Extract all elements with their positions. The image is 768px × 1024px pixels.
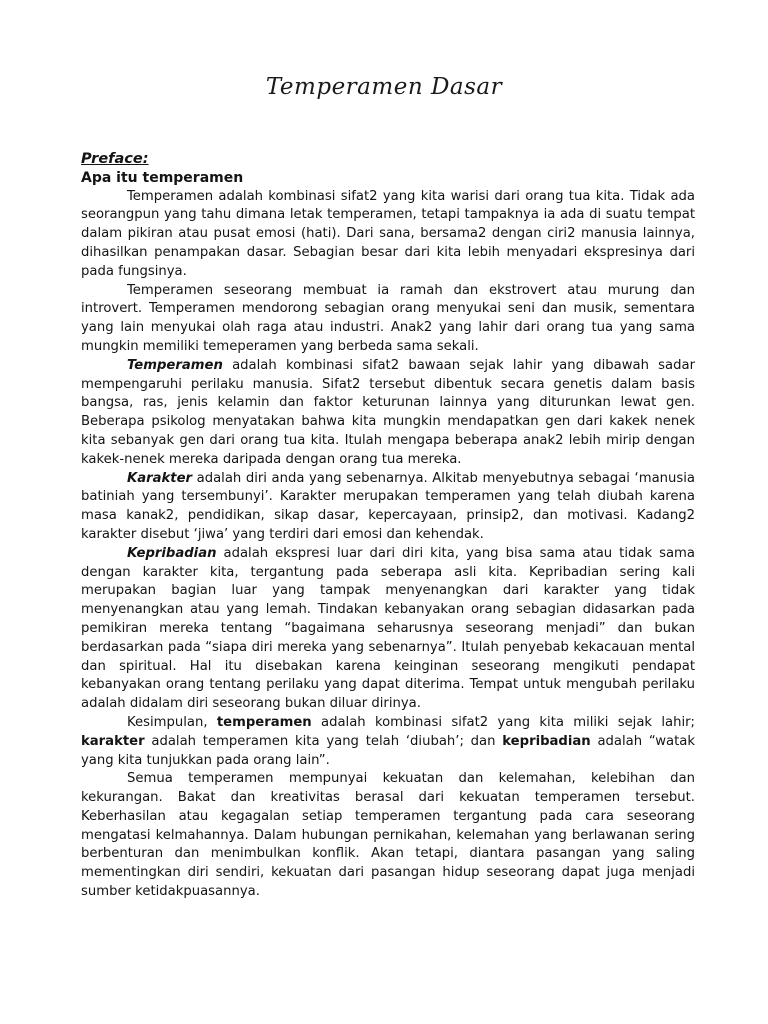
paragraph-5-text: adalah ekspresi luar dari diri kita, yang bisa sama atau tidak sama dengan karakter kita, tergantung pada seberapa asli kita. Kepribadian sering kali merupakan bagian luar yang tampak menyenangkan dari karakter yang tidak menyenangkan atau yang lemah. Tindakan kebanyakan orang sebagian didasarkan pada pemikiran mereka tentang “bagaimana seharusnya seseorang menjadi” dan bukan berdasarkan pada “siapa diri mereka yang sebenarnya”. Itulah penyebab kekacauan mental dan spiritual. Hal itu disebakan karena keinginan seseorang mengikuti pendapat kebanyakan orang tentang perilaku yang dapat diterima. Tempat untuk mengubah perilaku adalah didalam diri seseorang bukan diluar dirinya.	[81, 545, 695, 712]
document-title: Temperamen Dasar	[265, 74, 503, 100]
paragraph-2: Temperamen seseorang membuat ia ramah dan ekstrovert atau murung dan introvert. Temperamen mendorong sebagian orang menyukai seni dan musik, sementara yang lain menyukai olah raga atau industri. Anak2 yang lahir dari orang tua yang sama mungkin memiliki temeperamen yang berbeda sama sekali.	[81, 282, 695, 354]
paragraph-7: Semua temperamen mempunyai kekuatan dan kelemahan, kelebihan dan kekurangan. Bakat dan kreativitas berasal dari kekuatan temperamen tersebut. Keberhasilan atau kegagalan setiap temperamen tergantung pada cara seseorang mengatasi kelmahannya. Dalam hubungan pernikahan, kelemahan yang berlawanan sering berbenturan dan menimbulkan konflik. Akan tetapi, diantara pasangan yang saling mementingkan diri sendiri, kekuatan dari pasangan hidup seseorang dapat juga menjadi sumber ketidakpuasannya.	[81, 771, 695, 900]
conclusion-text-1: adalah kombinasi sifat2 yang kita miliki sejak lahir;	[311, 714, 696, 730]
term-kepribadian: Kepribadian	[127, 545, 217, 561]
paragraph-1: Temperamen adalah kombinasi sifat2 yang kita warisi dari orang tua kita. Tidak ada seorangpun yang tahu dimana letak temperamen, tetapi tampaknya ia ada di suatu tempat dalam pikiran atau pusat emosi (hati). Dari sana, bersama2 dengan ciri2 manusia lainnya, dihasilkan penampakan dasar. Sebagian besar dari kita lebih menyadari ekspresinya dari pada fungsinya.	[81, 188, 695, 279]
document-body	[81, 150, 695, 902]
paragraph-5	[81, 545, 695, 714]
paragraph-6-conclusion	[81, 714, 695, 770]
paragraph-4	[81, 470, 695, 545]
conclusion-term-karakter: karakter	[81, 733, 145, 749]
conclusion-intro: Kesimpulan,	[127, 714, 217, 730]
paragraph-3-text: adalah kombinasi sifat2 bawaan sejak lahir yang dibawah sadar mempengaruhi perilaku manusia. Sifat2 tersebut dibentuk secara genetis dalam basis bangsa, ras, jenis kelamin dan faktor keturunan lainnya yang diturunkan lewat gen. Beberapa psikolog menyatakan bahwa kita mungkin mendapatkan gen dari kakek nenek kita sebanyak gen dari orang tua kita. Itulah mengapa beberapa anak2 lebih mirip dengan kakek-nenek mereka daripada dengan orang tua mereka.	[81, 357, 695, 467]
preface-label: Preface:	[81, 151, 149, 167]
paragraph-4-text: adalah diri anda yang sebenarnya. Alkitab menyebutnya sebagai ‘manusia batiniah yang tersembunyi’. Karakter merupakan temperamen yang telah diubah karena masa kanak2, pendidikan, sikap dasar, kepercayaan, prinsip2, dan motivasi. Kadang2 karakter disebut ‘jiwa’ yang terdiri dari emosi dan kehendak.	[81, 470, 695, 542]
paragraph-3	[81, 357, 695, 470]
conclusion-text-2: adalah temperamen kita yang telah ‘diubah’; dan	[144, 733, 503, 749]
conclusion-term-kepribadian: kepribadian	[502, 733, 591, 749]
section-heading: Apa itu temperamen	[81, 169, 244, 186]
conclusion-term-temperamen: temperamen	[216, 714, 312, 730]
term-temperamen: Temperamen	[127, 357, 223, 373]
conclusion-text-3: adalah “watak yang kita tunjukkan pada orang lain”.	[81, 733, 695, 768]
term-karakter: Karakter	[127, 470, 193, 486]
